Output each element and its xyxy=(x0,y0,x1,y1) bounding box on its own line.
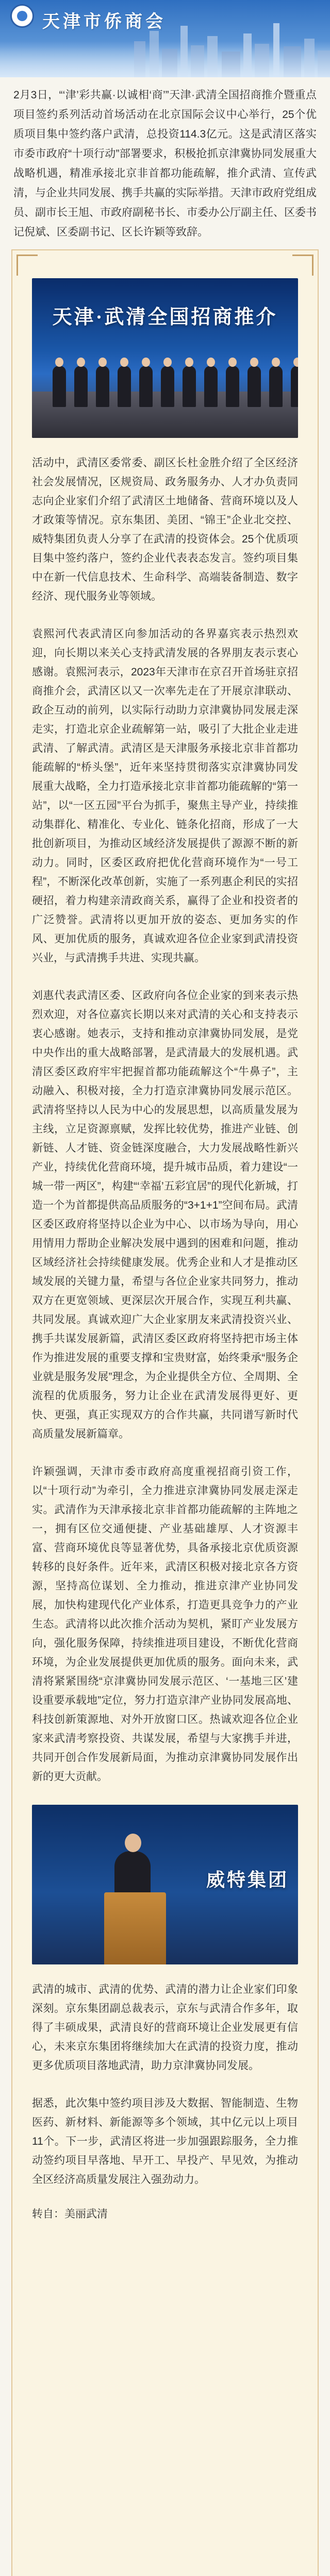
stage-people xyxy=(53,361,277,407)
article-frame xyxy=(11,249,319,2576)
article-paragraph: 刘惠代表武清区委、区政府向各位企业家的到来表示热烈欢迎，对各位嘉宾长期以来对武清的关心和支持表示衷心感谢。她表示，支持和推动京津冀协同发展，是党中央作出的重大战略部署，是武清最大的发展机遇。武清区委区政府牢牢把握首都功能疏解这个“牛鼻子”，主动融入、积极对接，全力打造京津冀协同发展示范区。武清将坚持以人民为中心的发展思想，以高质量发展为主线，立足资源禀赋，发挥比较优势，推进产业链、创新链、人才链、资金链深度融合，大力发展战略性新兴产业，持续优化营商环境，提升城市品质，着力建设“一城一带一两区”，构建“‘幸福’五彩宜居”的现代化新城，打造一个为首都提供高品质服务的“3+1+1”空间布局。武清区委区政府将坚持以企业为中心、以市场为导向，用心用情用力帮助企业解决发展中遇到的困难和问题，推动区域经济社会持续健康发展。优秀企业和人才是推动区域发展的关键力量，希望与各位企业家共同努力，推动双方在更宽领域、更深层次开展合作，实现互利共赢、共同发展。真诚欢迎广大企业家朋友来武清投资兴业、携手共谋发展新篇，武清区委区政府将坚持把市场主体作为推进发展的重要支撑和宝贵财富，始终秉承“服务企业就是服务发展”理念，为企业提供全方位、全周期、全流程的优质服务，努力让企业在武清发展得更好、更快、更强，真正实现双方的合作共赢，共同谱写新时代高质量发展新篇章。 xyxy=(32,990,298,1440)
page-title: 天津市侨商会 xyxy=(42,12,166,31)
frame-corner-ornament xyxy=(292,255,314,276)
article-paragraph: 袁熙河代表武清区向参加活动的各界嘉宾表示热烈欢迎，向长期以来关心支持武清发展的各界朋友表示衷心感谢。袁熙河表示，2023年天津市在京召开首场驻京招商推介会，武清区以又一次率先走在了开展京津联动、政企互动的前列，以实际行动助力京津冀协同发展走深走实，打造北京企业疏解第一站，吸引了大批企业走进武清、了解武清。武清区是天津服务承接北京非首都功能疏解的“桥头堡”，近年来坚持贯彻落实京津冀协同发展重大战略，全力打造承接北京非首都功能疏解的“第一站”，以“一区五园”平台为抓手，聚焦主导产业，持续推动集群化、精准化、专业化、链条化招商，形成了一大批创新项目，为推动区域经济发展提供了源源不断的新动力。同时，区委区政府把优化营商环境作为“一号工程”，不断深化改革创新，实施了一系列惠企利民的实招硬招，着力构建亲清政商关系，赢得了企业和投资者的广泛赞誉。武清将以更加开放的姿态、更加务实的作风、更加优质的服务，真诚欢迎各位企业家到武清投资兴业，与武清携手共进、实现共赢。 xyxy=(32,628,298,964)
event-stage-photo xyxy=(32,278,298,438)
article-source: 转自：美丽武清 xyxy=(32,2208,108,2220)
article-paragraph: 活动中，武清区委常委、副区长杜金胜介绍了全区经济社会发展情况，区规资局、政务服务办、人才办负责同志向企业家们介绍了武清区土地储备、营商环境以及人才政策等情况。京东集团、美团、“锦王”企业北交控、威特集团负责人分享了在武清的投资体会。25个优质项目集中签约落户，签约企业代表表态发言。签约项目集中在新一代信息技术、生命科学、高端装备制造、数字经济、现代服务业等领域。 xyxy=(32,457,298,602)
article-paragraph: 武清的城市、武清的优势、武清的潜力让企业家们印象深刻。京东集团副总裁表示，京东与武清合作多年，取得了丰硕成果，武清良好的营商环境让企业发展更有信心，未来京东集团将继续加大在武清的投资力度，推动更多优质项目落地武清，助力京津冀协同发展。 xyxy=(32,1984,298,2072)
podium xyxy=(104,1892,166,1964)
article-paragraph: 许颖强调，天津市委市政府高度重视招商引资工作，以“十项行动”为牵引，全力推进京津冀协同发展走深走实。武清作为天津承接北京非首都功能疏解的主阵地之一，拥有区位交通便捷、产业基础雄厚、人才资源丰富、营商环境优良等显著优势，具备承接北京优质资源转移的良好条件。近年来，武清区积极对接北京各方资源，坚持高位谋划、全力推动，推进京津产业协同发展，加快构建现代化产业体系，打造更具竞争力的产业生态。武清将以此次推介活动为契机，紧盯产业发展方向，强化服务保障，持续推进项目建设，不断优化营商环境，为企业发展提供更加优质的服务。面向未来，武清将紧紧围绕“京津冀协同发展示范区、‘一基地三区’建设重要承载地”定位，努力打造京津产业协同发展高地、科技创新策源地、对外开放窗口区。热诚欢迎各位企业家来武清考察投资、共谋发展，希望与大家携手并进，共同开创合作发展新局面，为推动京津冀协同发展作出新的更大贡献。 xyxy=(32,1466,298,1783)
speaker-photo xyxy=(32,1805,298,1964)
header-banner xyxy=(0,0,330,77)
chamber-logo-icon xyxy=(10,4,34,28)
photo-screen-caption: 天津·武清全国招商推介 xyxy=(52,307,278,328)
photo-screen-caption: 威特集团 xyxy=(206,1870,289,1890)
frame-corner-ornament xyxy=(16,255,38,276)
intro-paragraph: 2月3日，“‘津’彩共赢·以诚相‘商’”天津·武清全国招商推介暨重点项目签约系列活动首场活动在北京国际会议中心举行，25个优质项目集中签约落户武清，总投资114.3亿元。这是武清区落实市委市政府“十项行动”部署要求，积极抢抓京津冀协同发展重大战略机遇，精准承接北京非首都功能疏解，推介武清、宣传武清，与企业共同发展、携手共赢的实际举措。天津市政府党组成员、副市长王旭、市政府副秘书长、市委办公厅副主任、区委书记倪斌、区委副书记、区长许颖等致辞。 xyxy=(0,77,330,249)
speaker-figure xyxy=(114,1851,151,1897)
article-paragraph: 据悉，此次集中签约项目涉及大数据、智能制造、生物医药、新材料、新能源等多个领域，其中亿元以上项目11个。下一步，武清区将进一步加强跟踪服务，全力推动签约项目早落地、早开工、早投产、早见效，为推动全区经济高质量发展注入强劲动力。 xyxy=(32,2097,298,2185)
